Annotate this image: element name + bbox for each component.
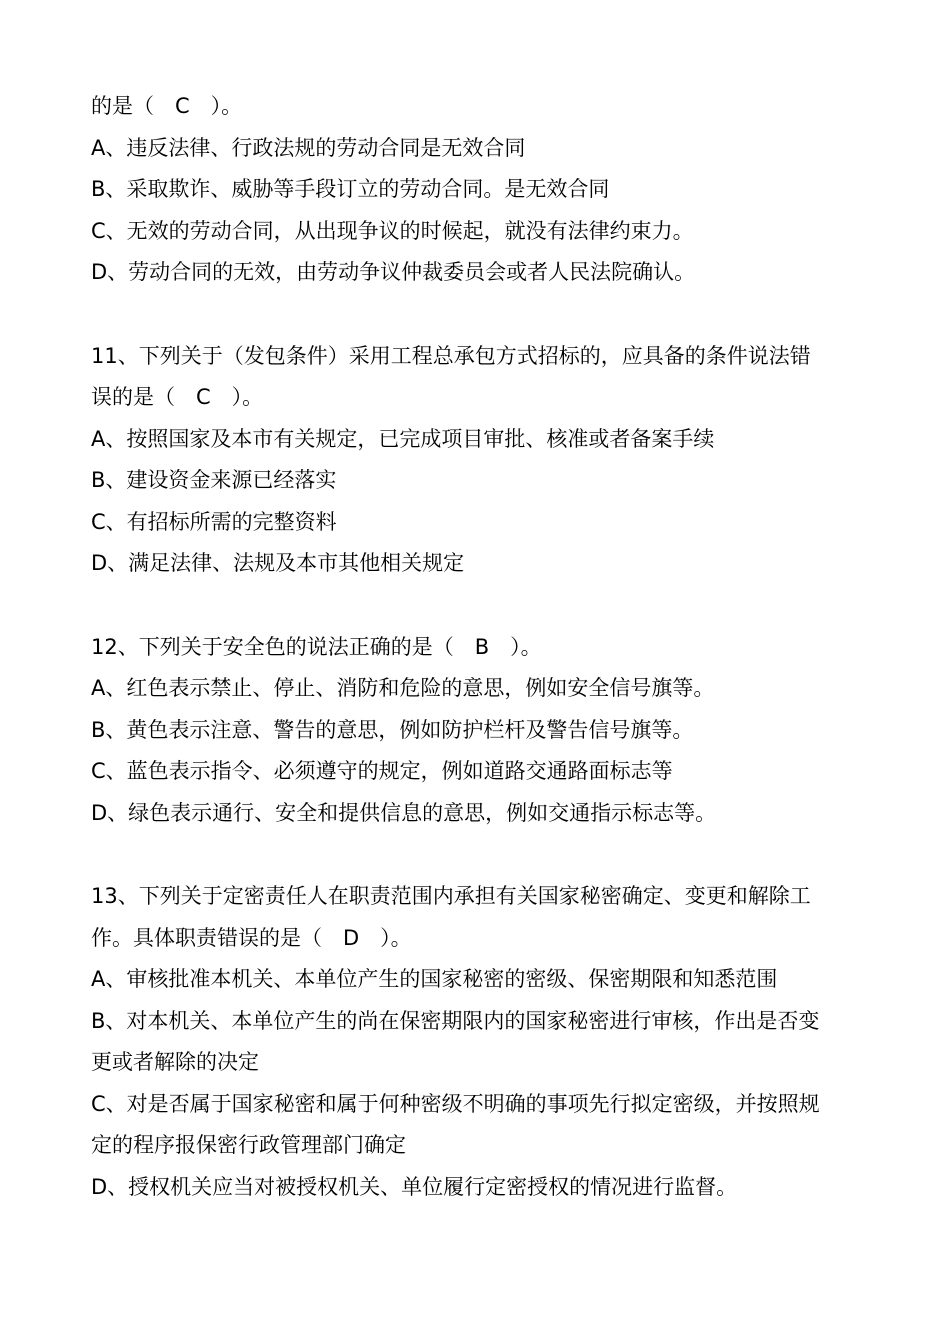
q11-option-a: A、按照国家及本市有关规定，已完成项目审批、核准或者备案手续 xyxy=(91,426,715,451)
question-spacer xyxy=(91,294,871,336)
q10-option-c: C、无效的劳动合同，从出现争议的时候起，就没有法律约束力。 xyxy=(91,218,694,243)
q11-option-d: D、满足法律、法规及本市其他相关规定 xyxy=(91,551,465,575)
q10-option-a: A、违反法律、行政法规的劳动合同是无效合同 xyxy=(91,135,526,160)
q12-option-d: D、绿色表示通行、安全和提供信息的意思，例如交通指示标志等。 xyxy=(91,800,717,825)
q12-stem-line-1: 12、下列关于安全色的说法正确的是（ B ）。 xyxy=(91,634,542,659)
q12-option-b: B、黄色表示注意、警告的意思，例如防护栏杆及警告信号旗等。 xyxy=(91,717,694,742)
q13-stem-line-1: 13、下列关于定密责任人在职责范围内承担有关国家秘密确定、变更和解除工 xyxy=(91,884,811,908)
q13-stem-line-2: 作。具体职责错误的是（ D ）。 xyxy=(91,925,412,950)
q12-option-a: A、红色表示禁止、停止、消防和危险的意思，例如安全信号旗等。 xyxy=(91,676,715,700)
q13-option-c-line-1: C、对是否属于国家秘密和属于何种密级不明确的事项先行拟定密级，并按照规 xyxy=(91,1091,820,1116)
q11-stem-line-1: 11、下列关于（发包条件）采用工程总承包方式招标的，应具备的条件说法错 xyxy=(91,343,811,368)
question-spacer xyxy=(91,585,871,627)
q13-option-d: D、授权机关应当对被授权机关、单位履行定密授权的情况进行监督。 xyxy=(91,1174,738,1199)
q13-option-a: A、审核批准本机关、本单位产生的国家秘密的密级、保密期限和知悉范围 xyxy=(91,967,778,991)
q11-stem-line-2: 误的是（ C ）。 xyxy=(91,385,264,409)
q10-stem-tail: 的是（ C ）。 xyxy=(91,94,243,118)
q10-option-b: B、采取欺诈、威胁等手段订立的劳动合同。是无效合同 xyxy=(91,177,610,201)
q13-option-b-line-2: 更或者解除的决定 xyxy=(91,1050,259,1074)
q10-option-d: D、劳动合同的无效，由劳动争议仲裁委员会或者人民法院确认。 xyxy=(91,260,696,284)
q13-option-c-line-2: 定的程序报保密行政管理部门确定 xyxy=(91,1133,406,1157)
q11-option-b: B、建设资金来源已经落实 xyxy=(91,468,337,492)
question-spacer xyxy=(91,834,871,876)
document-page xyxy=(91,86,871,1208)
q12-option-c: C、蓝色表示指令、必须遵守的规定，例如道路交通路面标志等 xyxy=(91,759,673,783)
q13-option-b-line-1: B、对本机关、本单位产生的尚在保密期限内的国家秘密进行审核，作出是否变 xyxy=(91,1008,820,1033)
q11-option-c: C、有招标所需的完整资料 xyxy=(91,509,337,534)
